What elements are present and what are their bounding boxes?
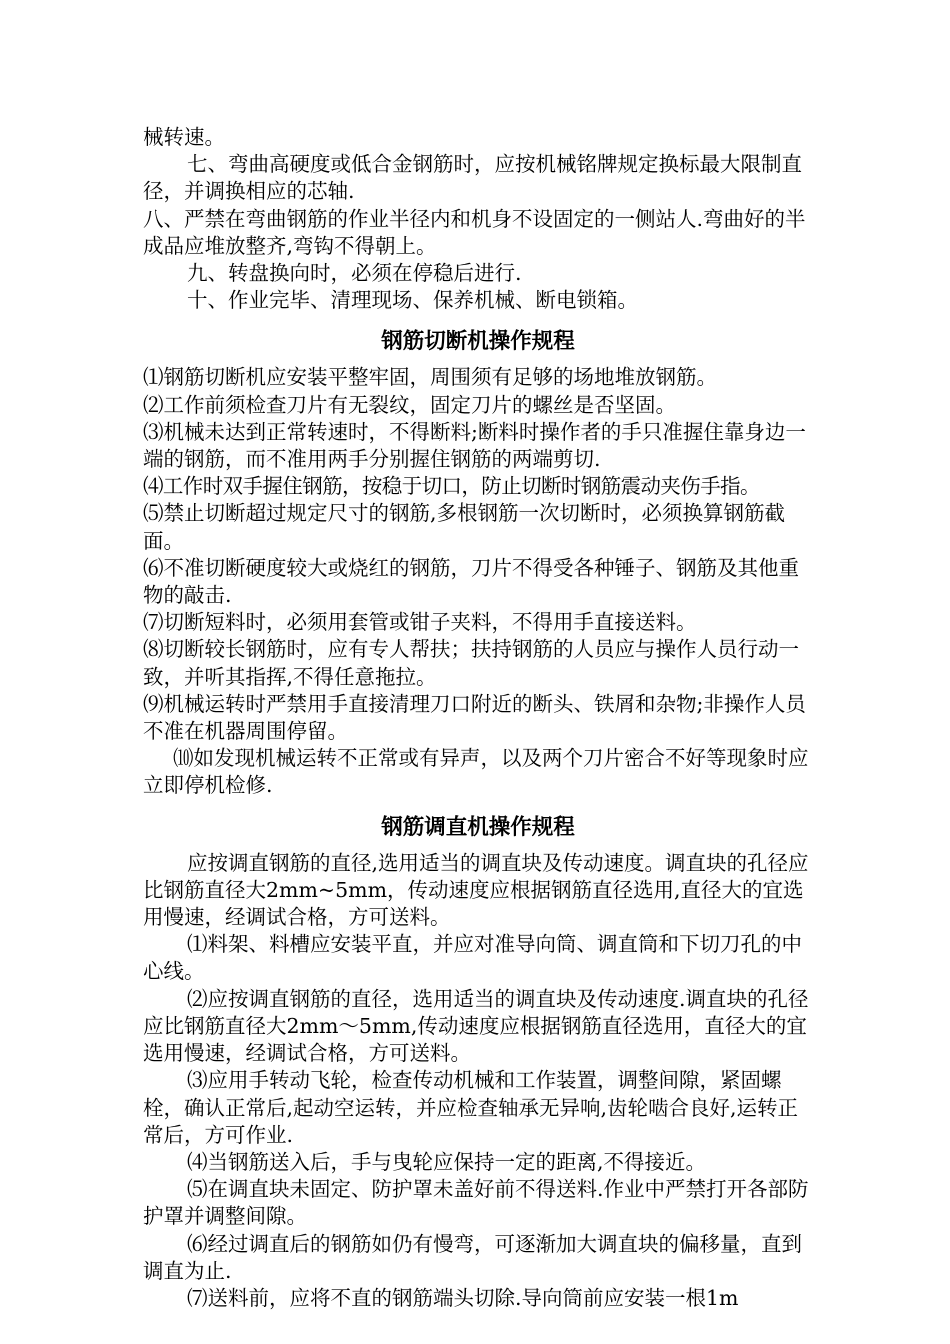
section-bending-rules <box>143 124 813 314</box>
section-straightener-rules <box>143 850 813 1312</box>
paragraph: 八、严禁在弯曲钢筋的作业半径内和机身不设固定的一侧站人.弯曲好的半成品应堆放整齐,弯钩不得朝上。 <box>143 206 806 258</box>
rule-item: ⑵工作前须检查刀片有无裂纹，固定刀片的螺丝是否坚固。 <box>143 392 676 417</box>
rule-item: ⑻切断较长钢筋时，应有专人帮扶；扶持钢筋的人员应与操作人员行动一致，并听其指挥,不得任意拖拉。 <box>143 637 799 689</box>
rule-item: ⑶机械未达到正常转速时，不得断料;断料时操作者的手只准握住靠身边一端的钢筋，而不准用两手分别握住钢筋的两端剪切. <box>143 419 806 472</box>
section-cutter-rules <box>143 364 813 799</box>
rule-item: ⑽如发现机械运转不正常或有异声，以及两个刀片密合不好等现象时应立即停机检修. <box>143 746 809 798</box>
rule-item: ⑷工作时双手握住钢筋，按稳于切口，防止切断时钢筋震动夹伤手指。 <box>143 474 760 499</box>
rule-item: ⑴料架、料槽应安装平直，并应对准导向筒、调直筒和下切刀孔的中心线。 <box>143 932 802 984</box>
paragraph: 九、转盘换向时，必须在停稳后进行. <box>187 261 522 286</box>
rule-item: ⑴钢筋切断机应安装平整牢固，周围须有足够的场地堆放钢筋。 <box>143 365 717 390</box>
rule-item: ⑶应用手转动飞轮，检查传动机械和工作装置，调整间隙，紧固螺栓，确认正常后,起动空运转，并应检查轴承无异响,齿轮啮合良好,运转正常后，方可作业. <box>143 1068 799 1147</box>
section-title-cutter: 钢筋切断机操作规程 <box>381 329 575 355</box>
rule-item: ⑼机械运转时严禁用手直接清理刀口附近的断头、铁屑和杂物;非操作人员不准在机器周围停留。 <box>143 691 806 744</box>
paragraph: 七、弯曲高硬度或低合金钢筋时，应按机械铭牌规定换标最大限制直径，并调换相应的芯轴. <box>143 152 802 204</box>
section-title-straightener: 钢筋调直机操作规程 <box>381 814 575 840</box>
paragraph: 械转速。 <box>143 125 225 149</box>
rule-item: ⑸禁止切断超过规定尺寸的钢筋,多根钢筋一次切断时，必须换算钢筋截面。 <box>143 501 786 553</box>
rule-item: ⑵应按调直钢筋的直径，选用适当的调直块及传动速度.调直块的孔径应比钢筋直径大2mm～5mm,传动速度应根据钢筋直径选用，直径大的宜选用慢速，经调试合格，方可送料。 <box>143 986 809 1066</box>
rule-item: ⑺送料前，应将不直的钢筋端头切除.导向筒前应安装一根1m <box>187 1285 739 1310</box>
paragraph: 应按调直钢筋的直径,选用适当的调直块及传动速度。调直块的孔径应比钢筋直径大2mm~5mm，传动速度应根据钢筋直径选用,直径大的宜选用慢速，经调试合格，方可送料。 <box>143 850 809 930</box>
rule-item: ⑸在调直块未固定、防护罩未盖好前不得送料.作业中严禁打开各部防护罩并调整间隙。 <box>143 1177 809 1229</box>
paragraph: 十、作业完毕、清理现场、保养机械、断电锁箱。 <box>187 288 638 313</box>
rule-item: ⑹不准切断硬度较大或烧红的钢筋，刀片不得受各种锤子、钢筋及其他重物的敲击. <box>143 555 799 608</box>
rule-item: ⑺切断短料时，必须用套管或钳子夹料，不得用手直接送料。 <box>143 610 697 635</box>
document-body <box>143 124 813 1312</box>
rule-item: ⑷当钢筋送入后，手与曳轮应保持一定的距离,不得接近。 <box>187 1149 707 1174</box>
rule-item: ⑹经过调直后的钢筋如仍有慢弯，可逐渐加大调直块的偏移量，直到调直为止. <box>143 1231 802 1283</box>
